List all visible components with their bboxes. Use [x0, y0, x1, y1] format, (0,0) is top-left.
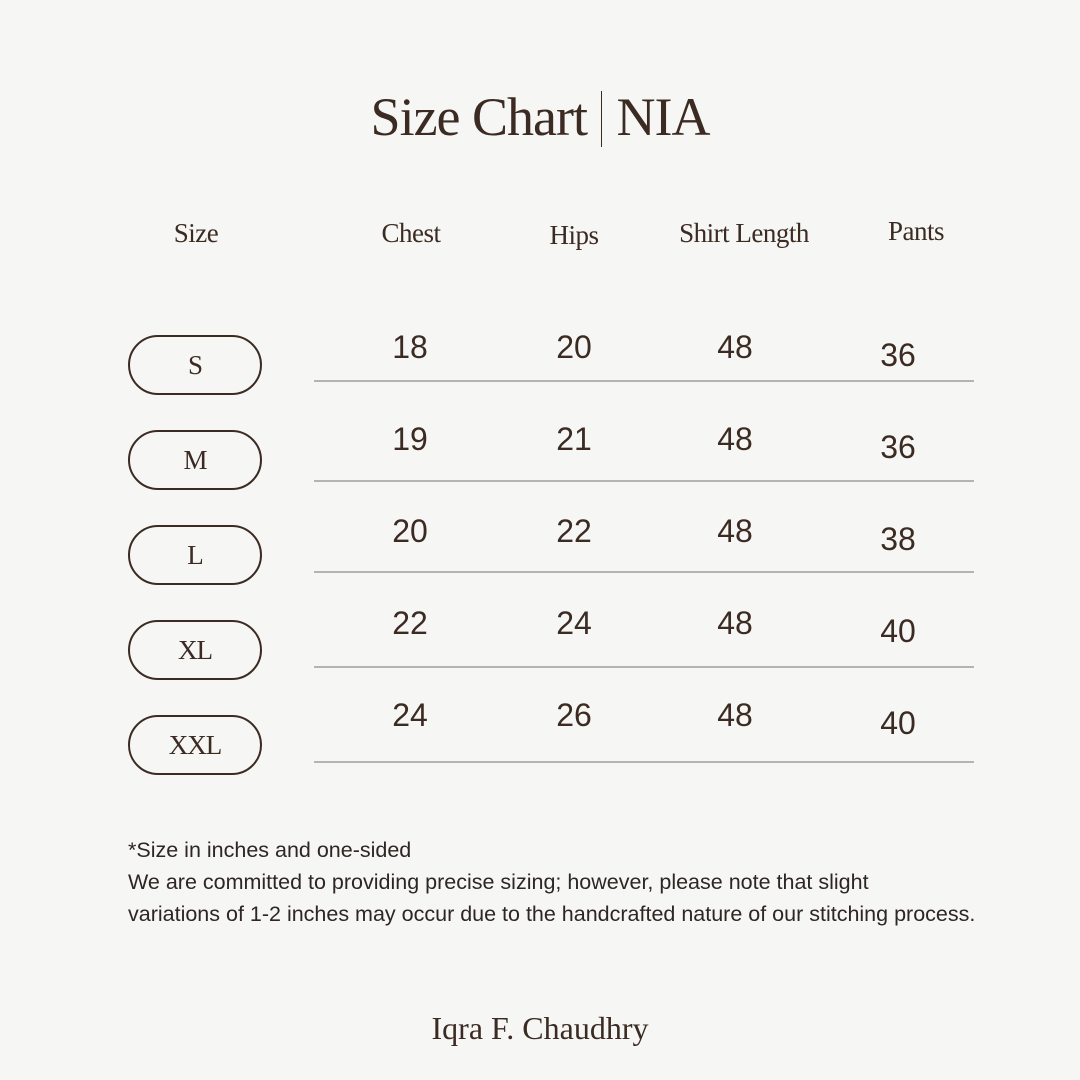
size-badge: L	[128, 525, 262, 585]
size-badge: XL	[128, 620, 262, 680]
row-divider	[314, 666, 974, 668]
hips-value: 20	[556, 329, 592, 365]
column-header-size: Size	[173, 218, 219, 248]
pants-value: 36	[880, 429, 916, 465]
brand-signature: Iqra F. Chaudhry	[431, 1010, 649, 1046]
chest-value: 20	[392, 513, 428, 549]
row-divider	[314, 761, 974, 763]
chest-value: 22	[392, 605, 428, 641]
pants-value: 36	[880, 337, 916, 373]
pants-value: 38	[880, 521, 916, 557]
title-main: Size Chart	[370, 87, 587, 147]
hips-value: 26	[556, 697, 592, 733]
shirt-length-value: 48	[717, 513, 753, 549]
title-brand: NIA	[616, 87, 710, 147]
page-title	[0, 86, 1080, 151]
column-header-chest: Chest	[381, 218, 441, 248]
row-divider	[314, 380, 974, 382]
hips-value: 24	[556, 605, 592, 641]
hips-value: 22	[556, 513, 592, 549]
row-divider	[314, 571, 974, 573]
column-header-pants: Pants	[887, 216, 945, 246]
note-units: *Size in inches and one-sided	[128, 838, 412, 862]
note-disclaimer-line-1: We are committed to providing precise sizing; however, please note that slight	[128, 870, 869, 894]
column-header-shirt-length: Shirt Length	[679, 218, 809, 248]
pants-value: 40	[880, 613, 916, 649]
pants-value: 40	[880, 705, 916, 741]
shirt-length-value: 48	[717, 605, 753, 641]
row-divider	[314, 480, 974, 482]
hips-value: 21	[556, 421, 592, 457]
note-disclaimer-line-2: variations of 1-2 inches may occur due to the handcrafted nature of our stitching process.	[128, 902, 976, 926]
sizing-notes	[128, 834, 975, 930]
chest-value: 24	[392, 697, 428, 733]
chest-value: 19	[392, 421, 428, 457]
column-header-hips: Hips	[549, 220, 599, 250]
size-badge: M	[128, 430, 262, 490]
chest-value: 18	[392, 329, 428, 365]
title-divider	[601, 91, 603, 147]
shirt-length-value: 48	[717, 697, 753, 733]
shirt-length-value: 48	[717, 329, 753, 365]
size-badge: S	[128, 335, 262, 395]
size-badge: XXL	[128, 715, 262, 775]
shirt-length-value: 48	[717, 421, 753, 457]
